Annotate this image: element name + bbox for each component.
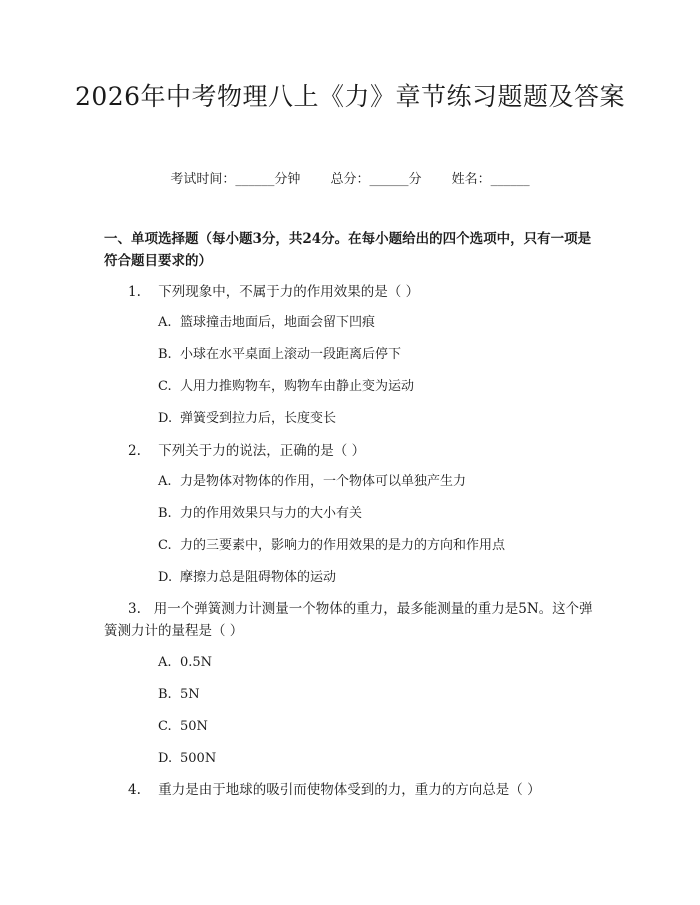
option-text: 500N <box>180 751 217 766</box>
option-letter: B. <box>158 506 172 521</box>
option-letter: B. <box>158 687 172 702</box>
option-text: 人用力推购物车，购物车由静止变为运动 <box>180 379 415 394</box>
option-text: 弹簧受到拉力后，长度变长 <box>180 411 337 426</box>
question-1-option-c <box>158 377 598 397</box>
question-text: 下列关于力的说法，正确的是（ ） <box>158 443 366 459</box>
question-text: 用一个弹簧测力计测量一个物体的重力，最多能测量的重力是5N。这个弹簧测力计的量程是（ ） <box>104 601 593 639</box>
question-1-option-d <box>158 409 598 429</box>
question-number: 3. <box>128 601 141 617</box>
option-text: 5N <box>180 687 200 702</box>
option-text: 50N <box>180 719 208 734</box>
question-text: 重力是由于地球的吸引而使物体受到的力，重力的方向总是（ ） <box>158 782 541 798</box>
option-letter: A. <box>158 655 172 670</box>
question-1-option-b <box>158 345 598 365</box>
question-4 <box>104 779 604 801</box>
question-3-option-d <box>158 749 598 769</box>
question-2-option-c <box>158 536 598 556</box>
question-number: 1. <box>128 284 141 300</box>
question-number: 2. <box>128 443 141 459</box>
question-3 <box>104 598 604 642</box>
option-text: 小球在水平桌面上滚动一段距离后停下 <box>180 347 402 362</box>
exam-time-label: 考试时间：______分钟 <box>170 172 301 187</box>
question-text: 下列现象中，不属于力的作用效果的是（ ） <box>158 284 420 300</box>
question-3-option-c <box>158 717 598 737</box>
option-letter: D. <box>158 570 173 585</box>
total-score-label: 总分：______分 <box>330 172 422 187</box>
option-text: 力的三要素中，影响力的作用效果的是力的方向和作用点 <box>180 538 506 553</box>
option-letter: D. <box>158 751 173 766</box>
option-letter: C. <box>158 538 172 553</box>
option-text: 力是物体对物体的作用，一个物体可以单独产生力 <box>180 474 467 489</box>
option-letter: D. <box>158 411 173 426</box>
option-text: 摩擦力总是阻碍物体的运动 <box>180 570 337 585</box>
option-text: 0.5N <box>180 655 213 670</box>
question-2-option-d <box>158 568 598 588</box>
page-title: 2026年中考物理八上《力》章节练习题题及答案 <box>74 82 626 111</box>
question-2 <box>104 440 604 462</box>
option-letter: B. <box>158 347 172 362</box>
option-text: 力的作用效果只与力的大小有关 <box>180 506 363 521</box>
question-1-option-a <box>158 313 598 333</box>
option-letter: A. <box>158 474 172 489</box>
option-letter: C. <box>158 379 172 394</box>
exam-meta <box>0 168 700 187</box>
question-1 <box>104 281 604 303</box>
question-number: 4. <box>128 782 141 798</box>
option-letter: C. <box>158 719 172 734</box>
question-2-option-a <box>158 472 598 492</box>
section-heading: 一、单项选择题（每小题3分，共24分。在每小题给出的四个选项中，只有一项是符合题目要求的） <box>104 231 592 269</box>
question-3-option-b <box>158 685 598 705</box>
question-3-option-a <box>158 653 598 673</box>
option-text: 篮球撞击地面后，地面会留下凹痕 <box>180 315 376 330</box>
option-letter: A. <box>158 315 172 330</box>
question-2-option-b <box>158 504 598 524</box>
student-name-label: 姓名：______ <box>451 172 530 187</box>
